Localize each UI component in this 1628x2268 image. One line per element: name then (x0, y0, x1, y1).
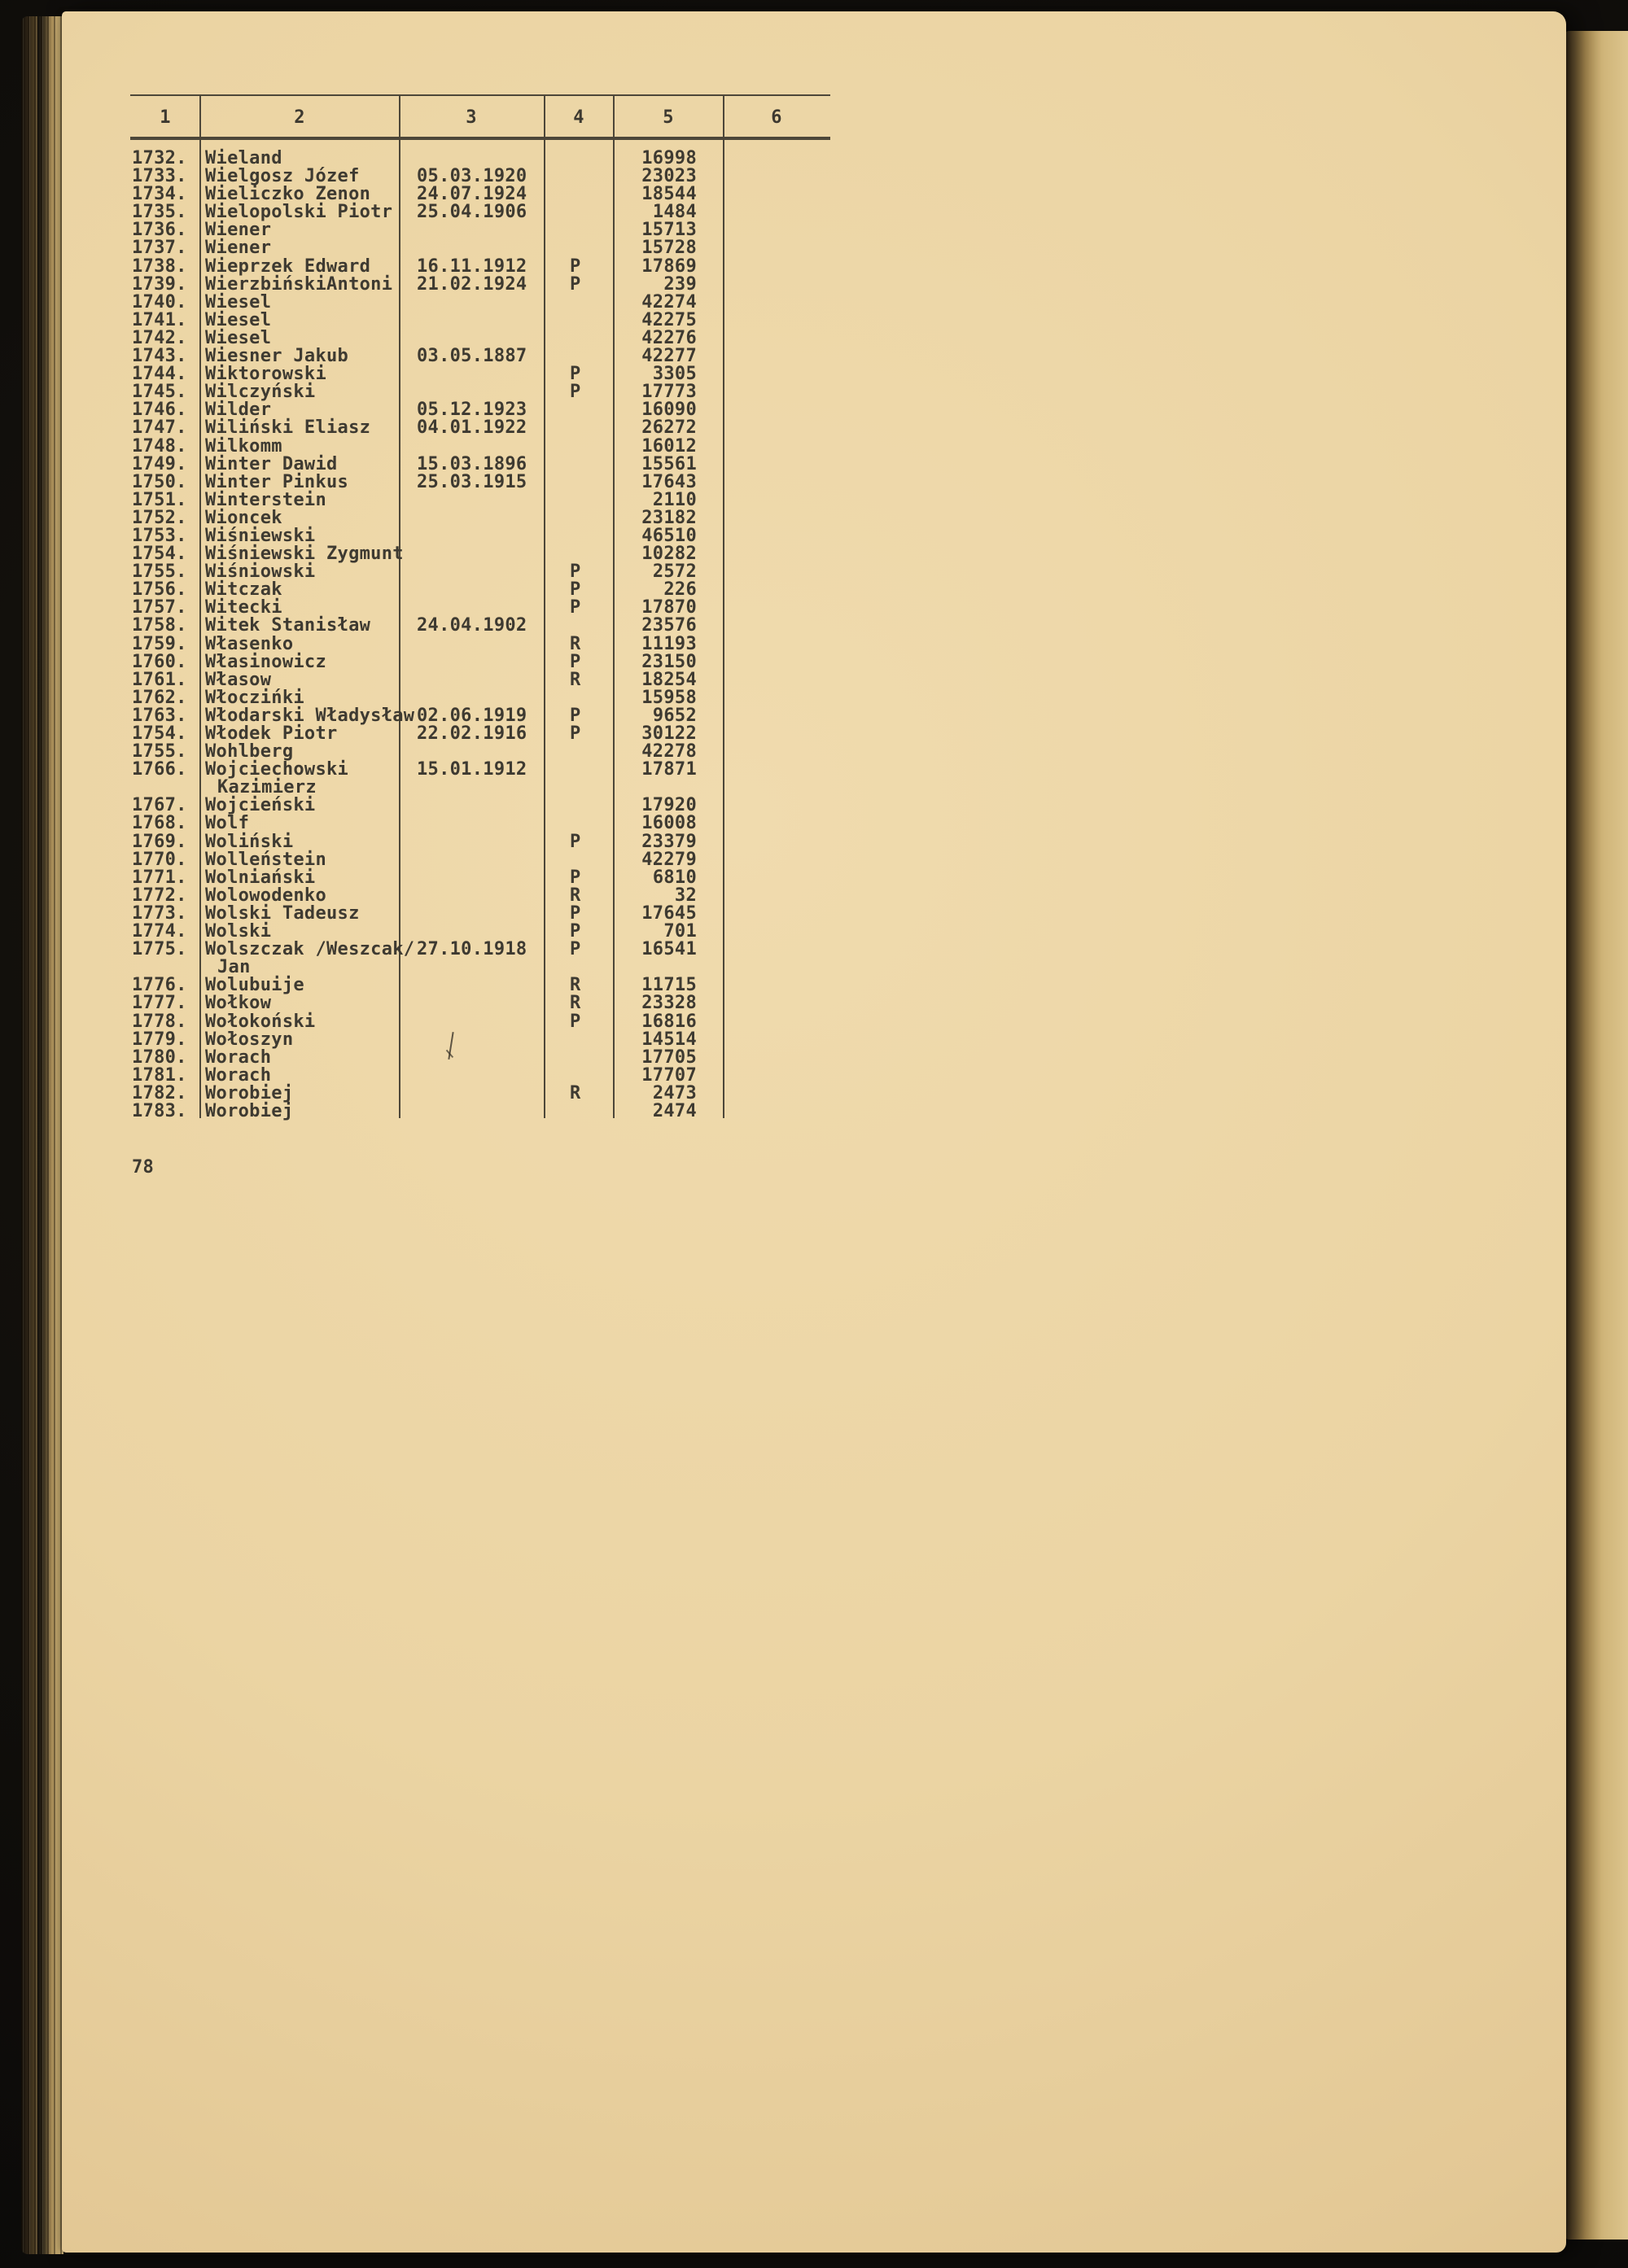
row-number: 1773. (132, 902, 187, 924)
table-row (62, 689, 843, 707)
header-col-5: 5 (663, 107, 674, 128)
birth-date: 25.04.1906 (417, 202, 527, 223)
row-number: 1756. (132, 579, 187, 601)
table-row (62, 707, 843, 725)
row-number: 1751. (132, 489, 187, 510)
person-name: Wieprzek Edward (205, 256, 371, 277)
table-row (62, 489, 843, 510)
next-page-edge (1563, 31, 1628, 2240)
birth-date: 22.02.1916 (417, 723, 527, 744)
table-rows (62, 150, 843, 1121)
row-number: 1746. (132, 400, 187, 421)
row-number: 1763. (132, 705, 187, 726)
row-number: 1776. (132, 975, 187, 996)
person-name: Wołkow (205, 993, 272, 1014)
row-number: 1755. (132, 562, 187, 583)
registry-number: 10282 (641, 544, 697, 565)
status-mark: P (570, 364, 581, 385)
table-row (62, 186, 843, 203)
status-mark: P (570, 273, 581, 295)
row-number: 1778. (132, 1011, 187, 1032)
table-row (62, 653, 843, 671)
registry-number: 18254 (641, 669, 697, 690)
person-name-continued: Kazimierz (217, 777, 317, 798)
person-name: Własinowicz (205, 651, 326, 672)
person-name: Wiśniowski (205, 562, 316, 583)
status-mark: P (570, 705, 581, 726)
person-name: Wolubuije (205, 975, 304, 996)
person-name: Wolniański (205, 867, 316, 888)
row-number: 1772. (132, 885, 187, 906)
header-col-2: 2 (294, 107, 305, 128)
table-row (62, 365, 843, 383)
table-row (62, 617, 843, 635)
birth-date: 21.02.1924 (417, 273, 527, 295)
registry-number: 3305 (652, 364, 697, 385)
row-number: 1748. (132, 435, 187, 457)
row-number: 1754. (132, 544, 187, 565)
row-number: 1768. (132, 813, 187, 834)
header-col-1: 1 (160, 107, 171, 128)
registry-number: 9652 (652, 705, 697, 726)
row-number: 1755. (132, 741, 187, 763)
row-number: 1781. (132, 1064, 187, 1086)
table-row (62, 851, 843, 869)
table-row (62, 815, 843, 832)
table-row (62, 168, 843, 186)
registry-number: 17869 (641, 256, 697, 277)
status-mark: P (570, 562, 581, 583)
person-name: Wohlberg (205, 741, 294, 763)
status-mark: P (570, 921, 581, 942)
person-name: Wieliczko Zenon (205, 184, 371, 205)
table-row (62, 869, 843, 887)
status-mark: R (570, 633, 581, 654)
registry-number: 23328 (641, 993, 697, 1014)
registry-number: 15728 (641, 238, 697, 259)
scanned-page (62, 11, 1566, 2253)
person-name: Wilkomm (205, 435, 282, 457)
person-name: Włoczińki (205, 687, 304, 708)
person-name: Wielopolski Piotr (205, 202, 393, 223)
table-row (62, 725, 843, 743)
birth-date: 05.12.1923 (417, 400, 527, 421)
row-number: 1736. (132, 220, 187, 241)
birth-date: 05.03.1920 (417, 166, 527, 187)
registry-number: 16090 (641, 400, 697, 421)
registry-number: 15958 (641, 687, 697, 708)
row-number: 1745. (132, 382, 187, 403)
registry-number: 15561 (641, 453, 697, 474)
row-number: 1750. (132, 471, 187, 492)
table-row (62, 239, 843, 257)
table-row (62, 833, 843, 851)
person-name: Wiesel (205, 291, 272, 312)
row-number: 1779. (132, 1029, 187, 1050)
status-mark: P (570, 723, 581, 744)
registry-number: 17707 (641, 1064, 697, 1086)
person-name: Wilczyński (205, 382, 316, 403)
birth-date: 24.07.1924 (417, 184, 527, 205)
table-row-continuation (62, 779, 843, 797)
table-row (62, 509, 843, 527)
registry-number: 17773 (641, 382, 697, 403)
person-name: Wołokoński (205, 1011, 316, 1032)
person-name: Wojcieński (205, 795, 316, 816)
status-mark: R (570, 993, 581, 1014)
table-row (62, 923, 843, 941)
row-number: 1770. (132, 849, 187, 870)
person-name: Wiśniewski (205, 525, 316, 546)
row-number: 1753. (132, 525, 187, 546)
registry-number: 16998 (641, 148, 697, 168)
table-row (62, 545, 843, 563)
header-col-6: 6 (771, 107, 782, 128)
table-row (62, 977, 843, 994)
person-name: Worobiej (205, 1082, 294, 1103)
row-number: 1734. (132, 184, 187, 205)
person-name: Wojciechowski (205, 759, 349, 780)
status-mark: P (570, 867, 581, 888)
table-row (62, 743, 843, 761)
person-name: Wiener (205, 238, 272, 259)
table-row (62, 527, 843, 545)
registry-number: 18544 (641, 184, 697, 205)
birth-date: 25.03.1915 (417, 471, 527, 492)
person-name: Wiesel (205, 327, 272, 348)
registry-number: 16541 (641, 939, 697, 960)
person-name: Wiktorowski (205, 364, 326, 385)
table-row (62, 887, 843, 905)
registry-number: 17705 (641, 1047, 697, 1068)
birth-date: 02.06.1919 (417, 705, 527, 726)
table-row (62, 453, 843, 474)
table-row (62, 671, 843, 689)
row-number: 1760. (132, 651, 187, 672)
row-number: 1766. (132, 759, 187, 780)
person-name: Włodarski Władysław (205, 705, 415, 726)
registry-number: 46510 (641, 525, 697, 546)
registry-number: 11193 (641, 633, 697, 654)
registry-number: 15713 (641, 220, 697, 241)
table-row (62, 309, 843, 330)
table-row (62, 902, 843, 924)
table-row (62, 221, 843, 239)
registry-number: 23150 (641, 651, 697, 672)
person-name: WierzbińskiAntoni (205, 273, 393, 295)
person-name: Wiśniewski Zygmunt (205, 544, 404, 565)
person-name: Witecki (205, 597, 282, 618)
registry-number: 17871 (641, 759, 697, 780)
table-row (62, 471, 843, 492)
row-number: 1757. (132, 597, 187, 618)
person-name: Winterstein (205, 489, 326, 510)
registry-number: 42274 (641, 291, 697, 312)
registry-number: 42277 (641, 346, 697, 367)
row-number: 1747. (132, 417, 187, 439)
person-name: Wieland (205, 148, 282, 168)
registry-number: 42279 (641, 849, 697, 870)
table-row (62, 273, 843, 295)
table-row (62, 1082, 843, 1103)
page-number: 78 (132, 1157, 155, 1178)
person-name: Witczak (205, 579, 282, 601)
table-row (62, 203, 843, 221)
registry-number: 32 (674, 885, 697, 906)
row-number: 1761. (132, 669, 187, 690)
status-mark: P (570, 651, 581, 672)
row-number: 1775. (132, 939, 187, 960)
registry-number: 2473 (652, 1082, 697, 1103)
table-row (62, 941, 843, 959)
person-name: Winter Dawid (205, 453, 338, 474)
registry-number: 16012 (641, 435, 697, 457)
row-number: 1762. (132, 687, 187, 708)
status-mark: P (570, 597, 581, 618)
table-row (62, 419, 843, 437)
table-top-rule (130, 94, 830, 96)
birth-date: 15.01.1912 (417, 759, 527, 780)
table-row (62, 563, 843, 581)
person-name-continued: Jan (217, 957, 251, 978)
registry-number: 1484 (652, 202, 697, 223)
table-row (62, 994, 843, 1012)
row-number: 1782. (132, 1082, 187, 1103)
status-mark: P (570, 902, 581, 924)
person-name: Własow (205, 669, 272, 690)
person-name: Wolowodenko (205, 885, 326, 906)
status-mark: P (570, 579, 581, 601)
row-number: 1758. (132, 615, 187, 636)
person-name: Wołoszyn (205, 1029, 294, 1050)
row-number: 1735. (132, 202, 187, 223)
registry-number: 2474 (652, 1100, 697, 1121)
registry-number: 17643 (641, 471, 697, 492)
table-row (62, 633, 843, 654)
header-bottom-rule (130, 137, 830, 140)
registry-number: 6810 (652, 867, 697, 888)
registry-number: 226 (663, 579, 697, 601)
registry-number: 23182 (641, 507, 697, 528)
person-name: Woliński (205, 831, 294, 852)
registry-number: 17870 (641, 597, 697, 618)
registry-number: 30122 (641, 723, 697, 744)
table-row (62, 291, 843, 312)
registry-number: 42275 (641, 309, 697, 330)
status-mark: R (570, 1082, 581, 1103)
registry-number: 16816 (641, 1011, 697, 1032)
person-name: Winter Pinkus (205, 471, 349, 492)
row-number: 1738. (132, 256, 187, 277)
registry-number: 26272 (641, 417, 697, 439)
person-name: Wielgosz Józef (205, 166, 360, 187)
row-number: 1754. (132, 723, 187, 744)
birth-date: 24.04.1902 (417, 615, 527, 636)
table-row (62, 347, 843, 365)
row-number: 1780. (132, 1047, 187, 1068)
person-name: Wiliński Eliasz (205, 417, 371, 439)
status-mark: R (570, 975, 581, 996)
table-row (62, 1064, 843, 1086)
row-number: 1733. (132, 166, 187, 187)
header-col-4: 4 (573, 107, 584, 128)
person-name: Worobiej (205, 1100, 294, 1121)
registry-number: 23576 (641, 615, 697, 636)
table-row (62, 258, 843, 276)
registry-number: 239 (663, 273, 697, 295)
person-name: Włodek Piotr (205, 723, 338, 744)
registry-number: 17645 (641, 902, 697, 924)
registry-number: 701 (663, 921, 697, 942)
person-name: Wiesel (205, 309, 272, 330)
person-name: Worach (205, 1047, 272, 1068)
table-row (62, 401, 843, 419)
person-name: Wolf (205, 813, 250, 834)
status-mark: P (570, 256, 581, 277)
row-number: 1783. (132, 1100, 187, 1121)
header-col-3: 3 (466, 107, 477, 128)
person-name: Worach (205, 1064, 272, 1086)
table-row (62, 599, 843, 617)
person-name: Własenko (205, 633, 294, 654)
status-mark: R (570, 885, 581, 906)
table-row (62, 761, 843, 779)
row-number: 1744. (132, 364, 187, 385)
status-mark: P (570, 831, 581, 852)
registry-number: 23379 (641, 831, 697, 852)
birth-date: 04.01.1922 (417, 417, 527, 439)
person-name: Wolski (205, 921, 272, 942)
registry-number: 23023 (641, 166, 697, 187)
person-name: Wiener (205, 220, 272, 241)
person-name: Witek Stanisław (205, 615, 371, 636)
registry-number: 14514 (641, 1029, 697, 1050)
table-row (62, 1013, 843, 1031)
person-name: Wiesner Jakub (205, 346, 349, 367)
status-mark: P (570, 1011, 581, 1032)
person-name: Wolski Tadeusz (205, 902, 360, 924)
row-number: 1737. (132, 238, 187, 259)
status-mark: P (570, 939, 581, 960)
row-number: 1771. (132, 867, 187, 888)
registry-number: 42276 (641, 327, 697, 348)
table-row (62, 797, 843, 815)
row-number: 1767. (132, 795, 187, 816)
registry-number: 16008 (641, 813, 697, 834)
row-number: 1759. (132, 633, 187, 654)
table-row (62, 383, 843, 401)
person-name: Wioncek (205, 507, 282, 528)
row-number: 1743. (132, 346, 187, 367)
table-row (62, 435, 843, 457)
row-number: 1777. (132, 993, 187, 1014)
birth-date: 27.10.1918 (417, 939, 527, 960)
row-number: 1752. (132, 507, 187, 528)
registry-number: 2110 (652, 489, 697, 510)
row-number: 1749. (132, 453, 187, 474)
row-number: 1741. (132, 309, 187, 330)
row-number: 1739. (132, 273, 187, 295)
row-number: 1732. (132, 148, 187, 168)
table-row-continuation (62, 959, 843, 977)
table-row (62, 581, 843, 599)
person-name: Wolleństein (205, 849, 326, 870)
row-number: 1769. (132, 831, 187, 852)
person-name: Wolszczak /Weszcak/ (205, 939, 415, 960)
row-number: 1742. (132, 327, 187, 348)
status-mark: R (570, 669, 581, 690)
birth-date: 16.11.1912 (417, 256, 527, 277)
birth-date: 15.03.1896 (417, 453, 527, 474)
row-number: 1774. (132, 921, 187, 942)
birth-date: 03.05.1887 (417, 346, 527, 367)
registry-number: 2572 (652, 562, 697, 583)
table-row (62, 1100, 843, 1121)
status-mark: P (570, 382, 581, 403)
registry-number: 17920 (641, 795, 697, 816)
row-number: 1740. (132, 291, 187, 312)
registry-number: 42278 (641, 741, 697, 763)
registry-number: 11715 (641, 975, 697, 996)
table-row (62, 1049, 843, 1067)
person-name: Wilder (205, 400, 272, 421)
book-page-edges (21, 16, 63, 2254)
table-row (62, 327, 843, 348)
table-row (62, 150, 843, 168)
